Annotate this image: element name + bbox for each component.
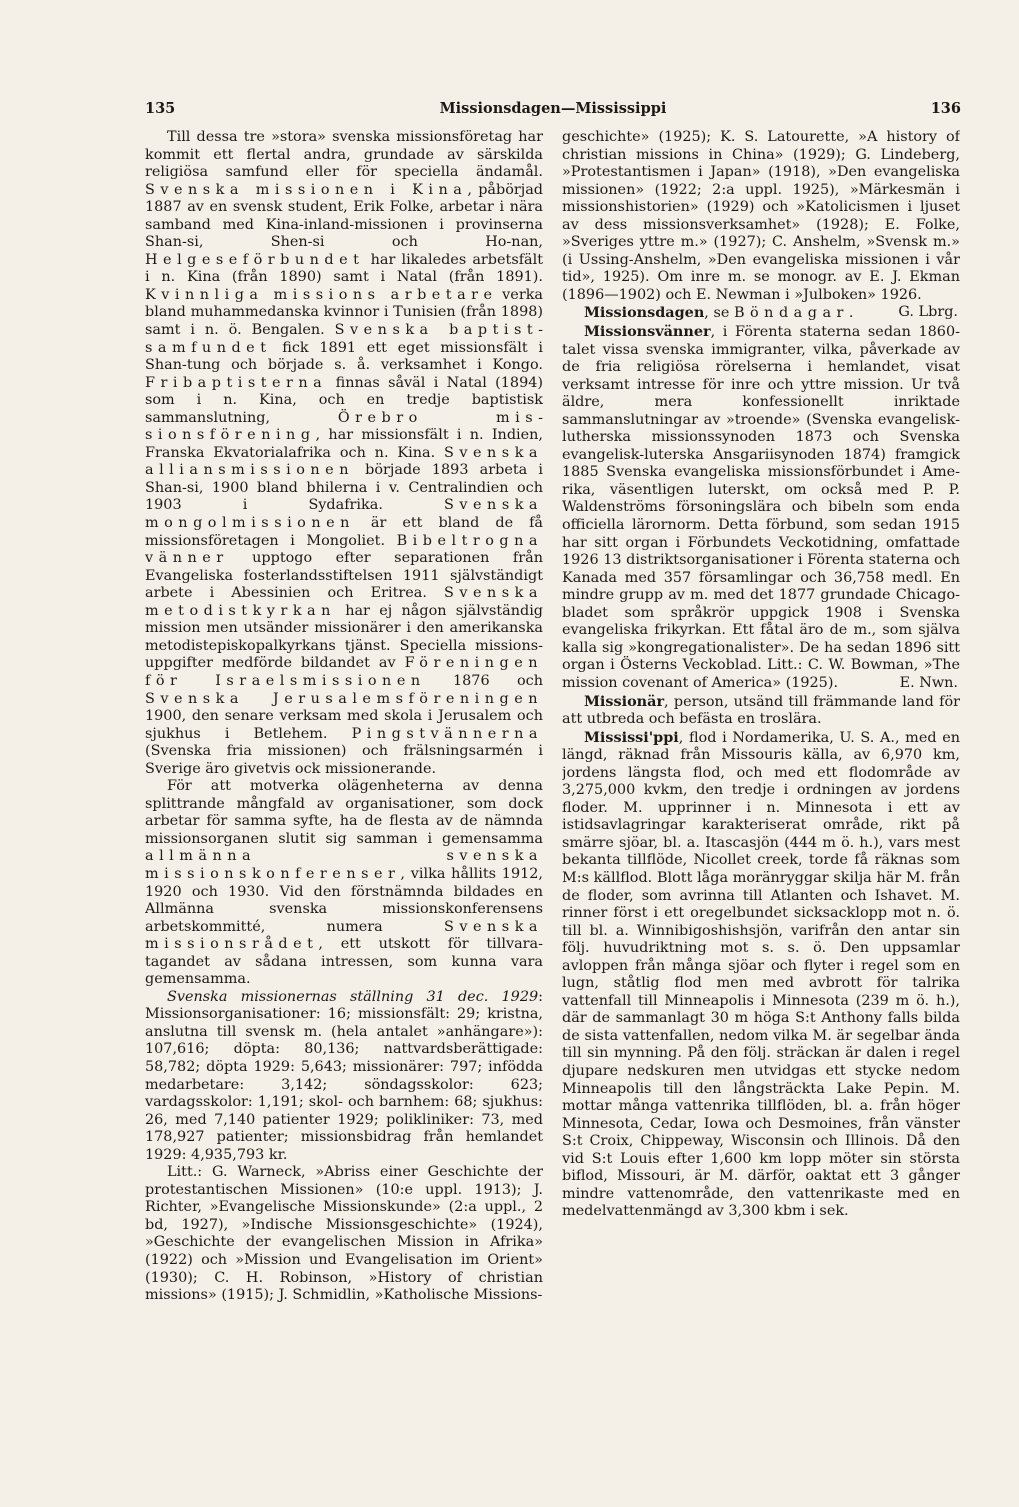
- author-signature: E. Nwn.: [899, 674, 958, 691]
- spaced-term: Svenska baptistsamfundet: [145, 322, 543, 356]
- spaced-term: Pingstvännerna: [351, 725, 543, 742]
- page-number-right: 136: [930, 100, 961, 117]
- paragraph-swedish-missions: Till dessa tre »stora» svenska missionsföretag har kommit ett flertal andra, grundade av särskilda religiösa samfund eller för speciella ändamål. Svenska missionen i Kina, påbörjad 1887 av en svensk student, Erik Folke, arbetar i nära samband med Kina-inland-missionen i provinserna Shan-si, Shen-si och Ho-nan, Helgeseförbundet har likaledes arbetsfält i n. Kina (från 1890) samt i Natal (från 1891). Kvinnliga missions arbetare verka bland muhammedanska kvinnor i Tunisien (från 1898) samt i n. ö. Bengalen. Svenska baptistsamfundet fick 1891 ett eget missionsfält i Shan-tung och började s. å. verksamhet i Kongo. Fribaptisterna finnas såväl i Natal (1894) som i n. Kina, och en tredje baptistisk sammanslutning, Örebro missionsförening, har missionsfält i n. Indien, Franska Ekvatorialafrika och n. Kina. Svenska alliansmissionen började 1893 arbeta i Shan-si, 1900 bland bhilerna i v. Centralindien och 1903 i Sydafrika. Svenska mongolmissionen är ett bland de få missionsföretagen i Mongoliet. Bibeltrogna vänner upptogo efter separationen från Evangeliska fosterlandsstiftelsen 1911 självständigt arbete i Abessinien och Eritrea. Svenska metodistkyrkan har ej någon självständig mission men utsänder missionärer i den amerikanska metodistepiskopalkyrkans tjänst. Speciella missionsuppgifter medförde bildandet av Föreningen för Israelsmissionen 1876 och Svenska Jerusalemsföreningen 1900, den senare verksam med skola i Jerusalem och sjukhus i Betlehem. Pingstvännerna (Svenska fria missionen) och frälsningsarmén i Sverige äro givetvis ock missionerande.: [145, 129, 543, 777]
- spaced-term: Örebro missionsförening: [145, 409, 543, 444]
- spaced-term: Bibeltrogna vänner: [145, 532, 543, 567]
- page-header: [145, 100, 961, 124]
- headword: Missionsvänner: [584, 323, 711, 341]
- author-signature: G. Lbrg.: [898, 304, 958, 321]
- spaced-term: Svenska metodistkyrkan: [145, 585, 543, 619]
- entry-missionsvanner: Missionsvänner, i Förenta staterna sedan 1860-talet vissa svenska immigranter, vilka, påverkade av de fria religiösa rörelserna i hemlandet, visat verksamt intresse för inre och yttre mission. Ur två äldre, mera konfessionellt inriktade sammanslutningar av »troende» (Svenska evangelisk-lutherska missionssynoden 1873 och Svenska evangelisk-luterska Ansgariisynoden 1874) framgick 1885 Svenska evangeliska missionsförbundet i Amerika, väsentligen luterskt, om också med P. P. Waldenströms försoningslära och bibeln som enda officiella lärornorm. Detta förbund, som sedan 1915 har sitt organ i Förbundets Veckotidning, omfattade 1926 13 distriktsorganisationer i Förenta staterna och Kanada med 357 församlingar och 36,758 medl. En mindre grupp av m. med det 1877 grundade Chicago-bladet som språkrör uppgick 1908 i Svenska evangeliska frikyrkan. Ett fåtal äro de m., som själva kalla sig »kongregationalister». De ha sedan 1896 sitt organ i Österns Veckoblad. Litt.: C. W. Bowman, »The mission covenant of America» (1925). E. Nwn.: [562, 323, 960, 691]
- spaced-term: Svenska mongolmissionen: [145, 497, 543, 532]
- page-number-left: 135: [145, 100, 176, 117]
- paragraph-literature-continued: geschichte» (1925); K. S. Latourette, »A history of christian missions in China» (1929); G. Lindeberg, »Protestantismen i Japan» (1918), »Den evangeliska missionen» (1922; 2:a uppl. 1925), »Märkesmän i missionshistorien» (1929) och »Katolicismen i ljuset av dess missionsverksamhet» (1928); E. Folke, »Sveriges yttre m.» (1927); C. Anshelm, »Svensk m.» (i Ussing-Anshelm, »Den evangeliska missionen i vår tid», 1925). Om inre m. se monogr. av E. J. Ekman (1896—1902) och E. Newman i »Julboken» 1926. G. Lbrg.: [562, 129, 960, 321]
- paragraph-literature: Litt.: G. Warneck, »Abriss einer Geschichte der protestantischen Missionen» (10:e uppl. 1913); J. Richter, »Evangelische Missionskunde» (2:a uppl., 2 bd, 1927), »Indische Missionsgeschichte» (1924), »Geschichte der evangelischen Mission in Afrika» (1922) och »Mission und Evangelisation im Orient» (1930); C. H. Robinson, »History of christian missions» (1915); J. Schmidlin, »Katholische Missions-: [145, 1164, 543, 1304]
- headword: Mississi'ppi: [584, 728, 679, 746]
- spaced-term: Föreningen för Israelsmissionen: [145, 655, 543, 689]
- paragraph-conferences: För att motverka olägenheterna av denna splittrande mångfald av organisationer, som dock arbetar för samma syfte, ha de flesta av de nämnda missionsorganen slutit sig samman i gemensamma allmänna svenska missionskonferenser, vilka hållits 1912, 1920 och 1930. Vid den förstnämnda bildades en Allmänna svenska missionskonferensens arbetskommitté, numera Svenska missionsrådet, ett utskott för tillvaratagandet av sådana intressen, som kunna vara gemensamma.: [145, 778, 543, 988]
- paragraph-statistics: Svenska missionernas ställning 31 dec. 1929: Missionsorganisationer: 16; missionsfält: 29; kristna, anslutna till svensk m. (hela antalet »anhängare»): 107,616; döpta: 80,136; nattvardsberättigade: 58,782; döpta 1929: 5,643; missionärer: 797; infödda medarbetare: 3,142; söndagsskolor: 623; vardagsskolor: 1,191; skol- och barnhem: 68; sjukhus: 26, med 7,140 patienter 1929; polikliniker: 73, med 178,927 patienter; missionsbidrag från hemlandet 1929: 4,935,793 kr.: [145, 988, 543, 1163]
- entry-missionar: Missionär, person, utsänd till främmande land för att utbreda och befästa en troslära.: [562, 692, 960, 728]
- running-title: Missionsdagen—Mississippi: [439, 100, 667, 117]
- spaced-term: Svenska Jerusalemsföreningen: [145, 690, 543, 707]
- spaced-term: Svenska missionen i Kina: [145, 181, 468, 198]
- right-column: [562, 129, 960, 1409]
- entry-mississippi: Mississi'ppi, flod i Nordamerika, U. S. A., med en längd, räknad från Missouris källa, av 6,970 km, jordens längsta flod, och med ett flodområde av 3,275,000 kvkm, den tredje i ordningen av jordens floder. M. upprinner i n. Minnesota i ett av istidsavlagringar karakteriserat område, rikt på smärre sjöar, bl. a. Itascasjön (444 m ö. h.), vars mest bekanta tillflöde, Nicollet creek, torde få räknas som M:s källflod. Blott låga moränryggar skilja här M. från de floder, som avrinna till Atlanten och Ishavet. M. rinner först i ett oregelbundet sicksacklopp mot n. ö. till bl. a. Winnibigoshishsjön, varifrån den antar sin följ. huvudriktning mot s. s. ö. Den uppsamlar avloppen från många sjöar och flyter i regel som en lugn, ståtlig flod men med avbrott för talrika vattenfall till Minneapolis i Minnesota (239 m ö. h.), där de sammanlagt 30 m höga S:t Anthony falls bilda de sista vattenfallen, nedom vilka M. är segelbar ända till sin mynning. På den följ. sträckan är dalen i regel djupare nedskuren men utvidgas ett stycke nedom Minneapolis till den långsträckta Lake Pepin. M. mottar många vattenrika tillflöden, bl. a. från höger Minnesota, Cedar, Iowa och Desmoines, från vänster S:t Croix, Chippeway, Wisconsin och Illinois. Då den vid S:t Louis efter 1,600 km lopp möter sin största biflod, Missouri, är M. därför, oaktat ett 3 gånger mindre vattenområde, den vattenrikaste med en medelvattenmängd av 3,300 kbm i sek.: [562, 728, 960, 1220]
- spaced-term: Helgeseförbundet: [145, 251, 365, 268]
- spaced-term: Fribaptisterna: [145, 374, 328, 391]
- spaced-term: Svenska alliansmissionen: [145, 444, 543, 479]
- entry-missionsdagen: Missionsdagen, se Böndagar.: [584, 304, 854, 322]
- spaced-term: allmänna svenska missionskonferenser: [145, 848, 543, 882]
- headword: Missionsdagen: [584, 304, 705, 322]
- headword: Missionär: [584, 692, 665, 710]
- cross-reference-link[interactable]: Böndagar: [733, 305, 849, 322]
- left-column: [145, 129, 543, 1409]
- spaced-term: Kvinnliga missions arbetare: [145, 286, 498, 303]
- spaced-term: Svenska missionsrådet: [145, 918, 543, 953]
